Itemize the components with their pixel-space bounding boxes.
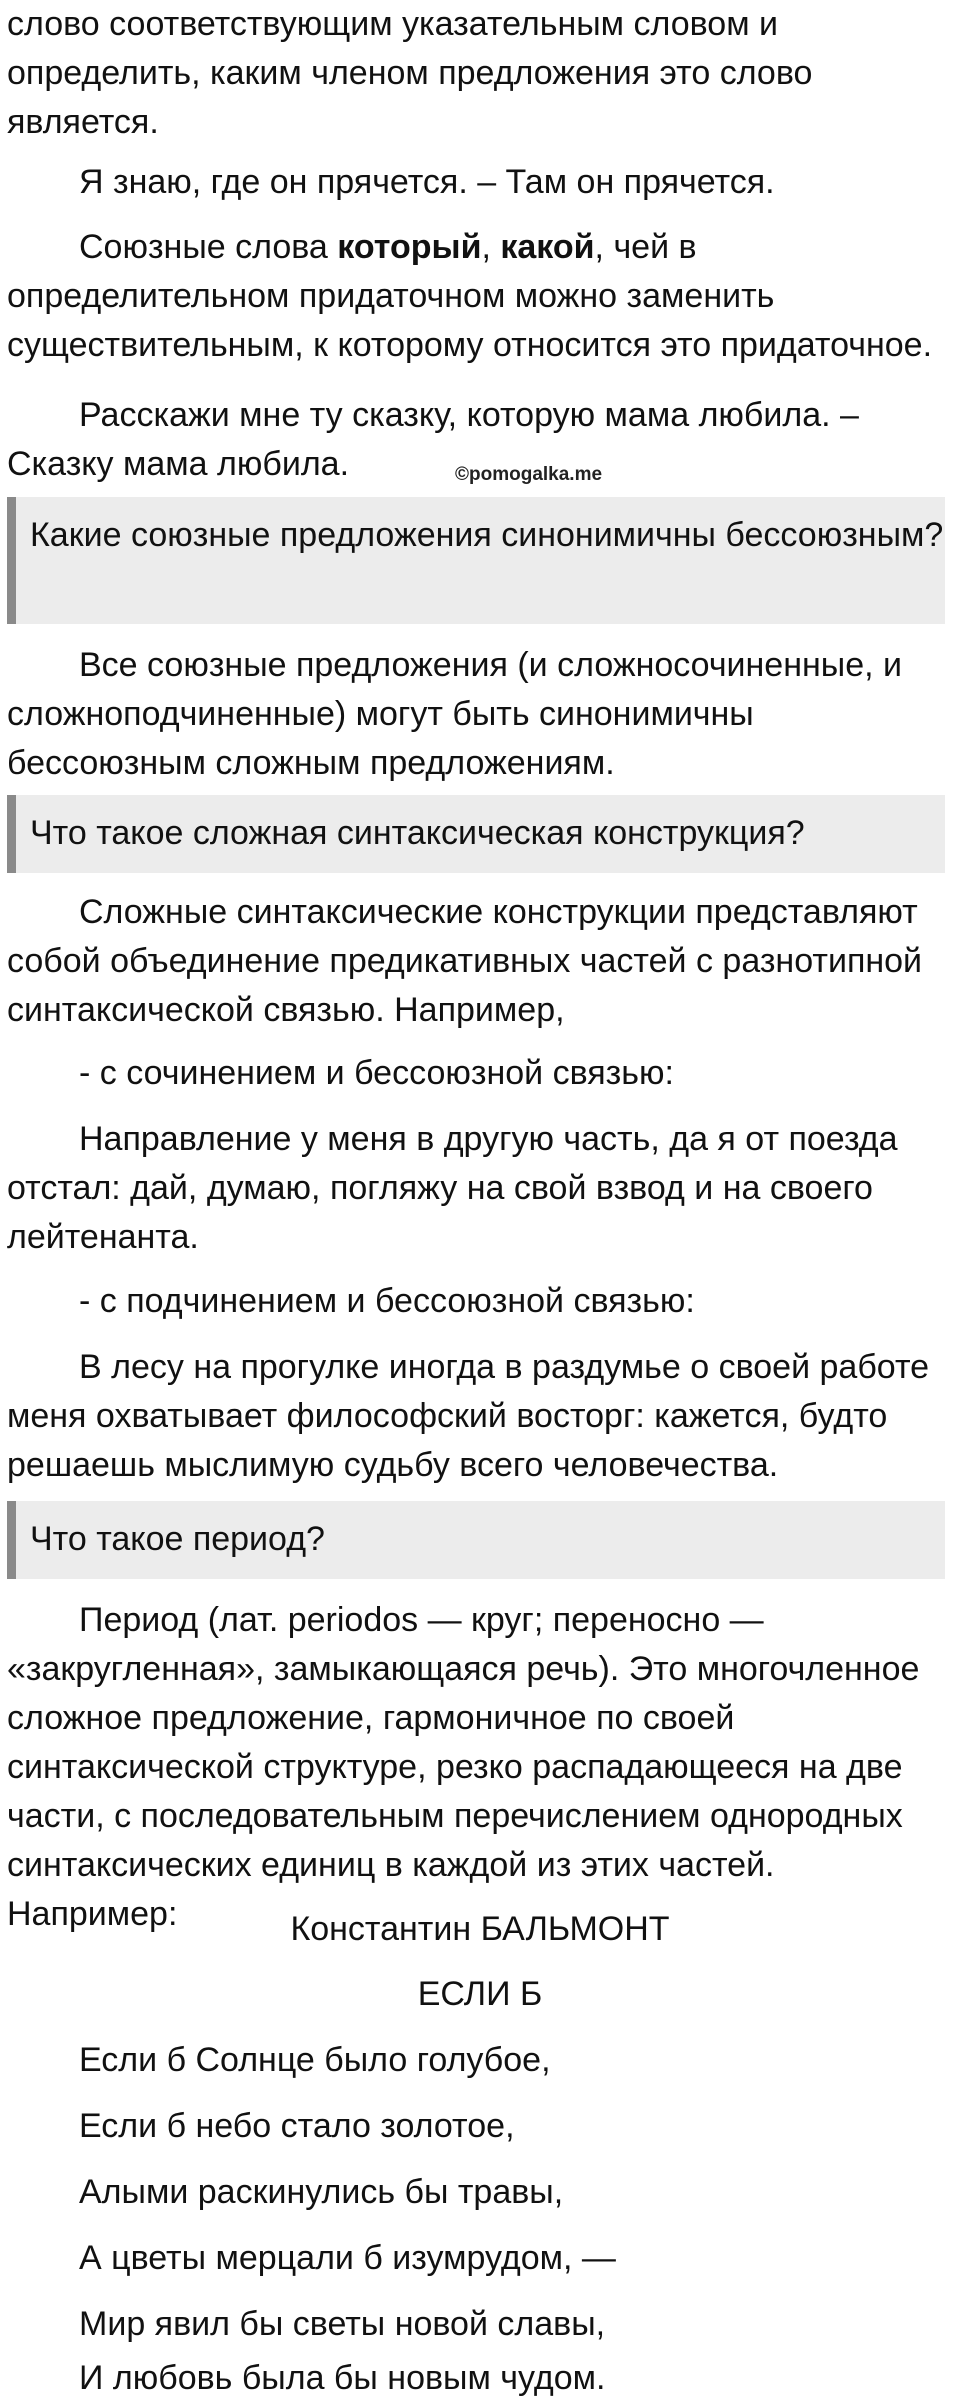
rule2-text-before: Союзные слова [79,228,338,266]
poem-line: Если б Солнце было голубое, [79,2041,551,2079]
example-sentence-1: Я знаю, где он прячется. – Там он прячется. [79,163,775,201]
poem-author: Константин БАЛЬМОНТ [290,1910,670,1948]
poem-line: Если б небо стало золотое, [79,2107,515,2145]
question-box-3: Что такое период? [7,1501,945,1579]
answer-2-item-1: - с сочинением и бессоюзной связью: [79,1054,674,1092]
rule-paragraph-2 [7,223,953,370]
answer-2: Сложные синтаксические конструкции представляют собой объединение предикативных частей с разнотипной синтаксической связью. Например, [7,893,923,1029]
poem-line: Мир явил бы светы новой славы, [79,2305,606,2343]
poem-line: А цветы мерцали б изумрудом, — [79,2239,616,2277]
poem-line: Алыми раскинулись бы травы, [79,2173,564,2211]
answer-2-example-2: В лесу на прогулке иногда в раздумье о своей работе меня охватывает философский восторг: кажется, будто решаешь мыслимую судьбу всего человечества. [7,1348,930,1484]
example-sentence-2: Расскажи мне ту сказку, которую мама любила. – Сказку мама любила. [7,396,859,483]
paragraph-intro: слово соответствующим указательным словом и определить, каким членом предложения это слово является. [7,5,813,141]
answer-3: Период (лат. periodos — круг; переносно — «закругленная», замыкающаяся речь). Это многочленное сложное предложение, гармоничное по своей синтаксической структуре, резко распадающееся на две части, с последовательным перечислением однородных синтаксических единиц в каждой из этих частей. Например: [7,1601,920,1933]
answer-1: Все союзные предложения (и сложносочиненные, и сложноподчиненные) могут быть синонимичны бессоюзным сложным предложениям. [7,646,902,782]
answer-2-item-2: - с подчинением и бессоюзной связью: [79,1282,695,1320]
question-box-2: Что такое сложная синтаксическая конструкция? [7,795,945,873]
answer-2-example-1: Направление у меня в другую часть, да я от поезда отстал: дай, думаю, погляжу на свой взвод и на своего лейтенанта. [7,1120,898,1256]
rule2-bold-kakoi: какой [500,228,595,266]
watermark: ©pomogalka.me [455,464,603,485]
poem-line: И любовь была бы новым чудом. [79,2359,606,2397]
poem-title: ЕСЛИ Б [417,1975,543,2013]
rule2-text-after: , чей в определительном придаточном можно заменить существительным, к которому относится это придаточное. [7,228,933,364]
rule2-bold-kotoryi: который [337,228,482,266]
question-box-1: Какие союзные предложения синонимичны бессоюзным? [7,497,945,624]
rule2-comma: , [481,228,501,266]
